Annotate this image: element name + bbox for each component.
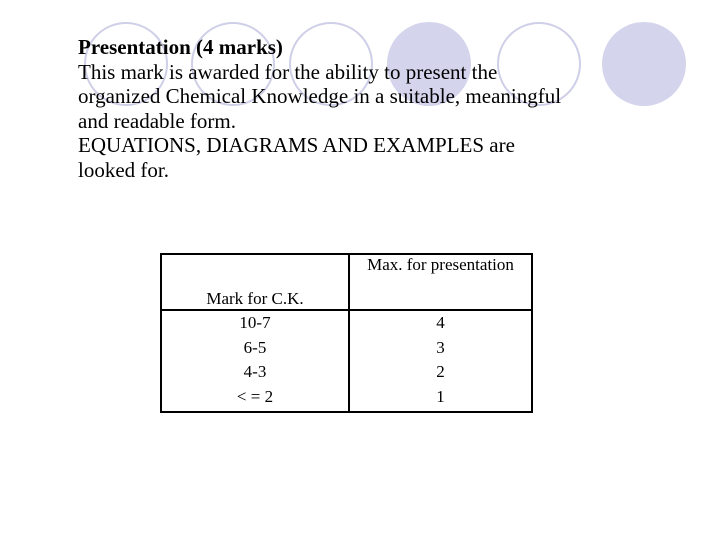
table-header-row <box>161 254 532 310</box>
paragraph-line: This mark is awarded for the ability to present the <box>78 59 498 84</box>
presentation-max-value: 4 <box>436 313 445 332</box>
presentation-max-value: 2 <box>436 362 445 382</box>
ck-marks-cell <box>161 310 349 412</box>
header-mark-for-ck: Mark for C.K. <box>161 254 349 310</box>
ck-mark-value: < = 2 <box>236 386 274 406</box>
presentation-max-value: 1 <box>436 386 445 406</box>
ck-mark-value: 4-3 <box>243 362 267 382</box>
ck-mark-value: 6-5 <box>243 337 267 357</box>
table-row <box>161 310 532 412</box>
slide-text <box>78 35 678 182</box>
paragraph-line: EQUATIONS, DIAGRAMS AND EXAMPLES are <box>78 133 515 157</box>
paragraph-line: organized Chemical Knowledge in a suitable, meaningful <box>78 84 562 108</box>
slide-heading: Presentation (4 marks) <box>78 35 283 59</box>
paragraph-line: and readable form. <box>78 108 237 133</box>
header-max-presentation: Max. for presentation <box>349 254 532 310</box>
paragraph-line: looked for. <box>78 157 169 182</box>
presentation-max-value: 3 <box>436 337 445 357</box>
ck-mark-value: 10-7 <box>239 313 271 332</box>
presentation-max-cell <box>349 310 532 412</box>
marks-table <box>160 253 533 413</box>
